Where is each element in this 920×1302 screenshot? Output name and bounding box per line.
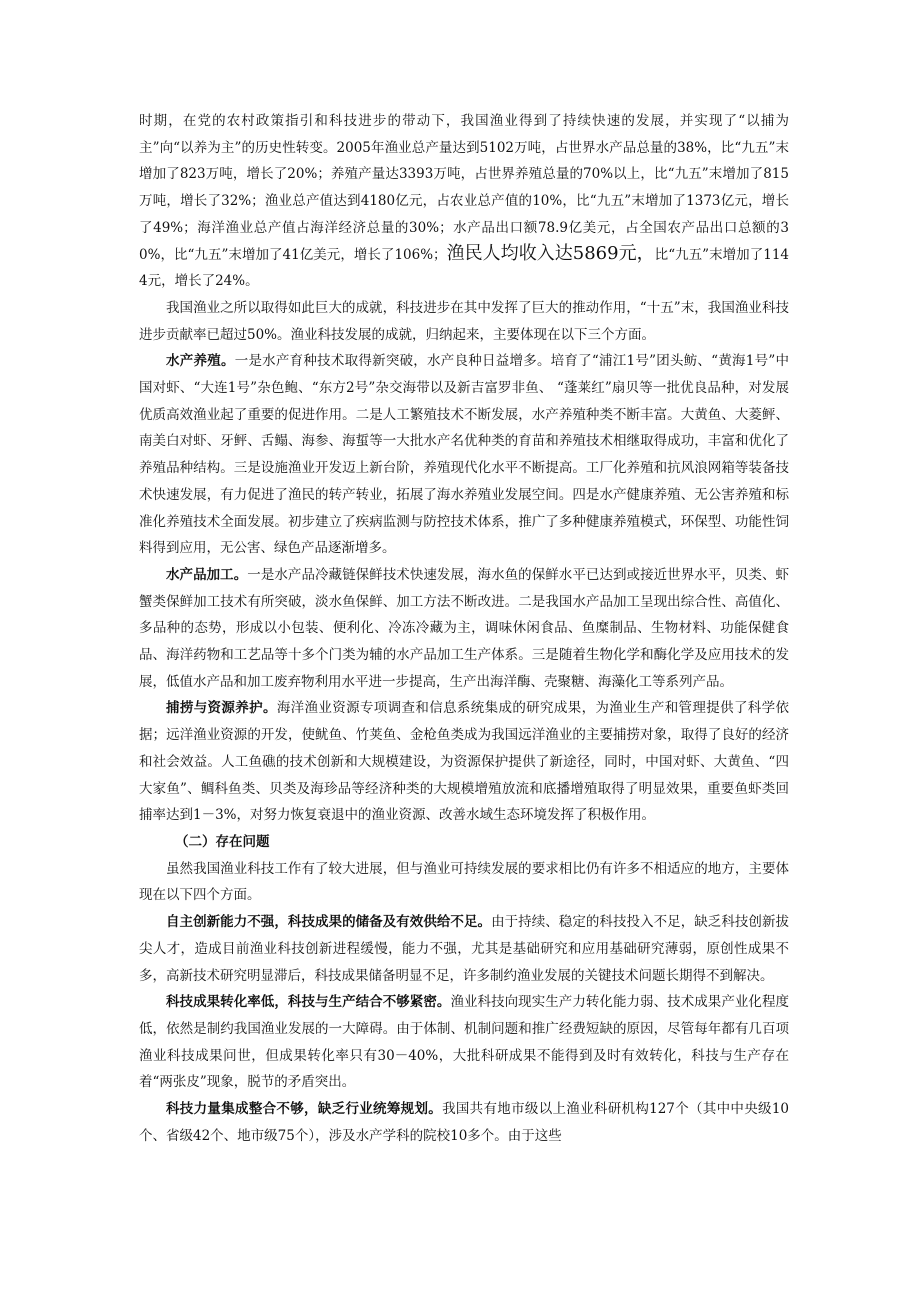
paragraph-lead-processing: 水产品加工。 — [166, 566, 248, 583]
paragraph-text: 由于持续、稳定的科技投入不足，缺乏科技创新拔尖人才，造成目前渔业科技创新进程缓慢，能力不强，尤其是基础研究和应用基础研究薄弱，原创性成果不多，高新技术研究明显滞后，科技成果储备明显不足，许多制约渔业发展的关键技术问题长期得不到解决。 — [139, 914, 790, 984]
paragraph-text: 时期，在党的农村政策指引和科技进步的带动下，我国渔业得到了持续快速的发展，并实现了“以捕为主”向“以养为主”的历史性转变。2005年渔业总产量达到5102万吨，占世界水产品总量的38%，比“九五”末增加了823万吨，增长了20%；养殖产量达3393万吨，占世界养殖总量的70%以上，比“九五”末增加了815万吨，增长了32%；渔业总产值达到4180亿元，占农业总产值的10%，比“九五”末增加了1373亿元，增长了49%；海洋渔业总产值占海洋经济总量的30%；水产品出口额78.9亿美元，占全国农产品出口总额的30%，比“九五”末增加了41亿美元，增长了106%； — [139, 113, 789, 263]
highlight-income-text: 渔民人均收入达5869元， — [446, 242, 655, 264]
paragraph-text: 虽然我国渔业科技工作有了较大进展，但与渔业可持续发展的要求相比仍有许多不相适应的地方，主要体现在以下四个方面。 — [139, 860, 789, 904]
paragraph-lead-innovation: 自主创新能力不强，科技成果的储备及有效供给不足。 — [166, 914, 492, 931]
paragraph-lead-integration: 科技力量集成整合不够，缺乏行业统筹规划。 — [166, 1101, 443, 1118]
paragraph-text: 一是水产育种技术取得新突破，水产良种日益增多。培育了“浦江1号”团头鲂、“黄海1号”中国对虾、“大连1号”杂色鲍、“东方2号”杂交海带以及新吉富罗非鱼、 “蓬莱红”扇贝等一批优良品种，对发展优质高效渔业起了重要的促进作用。二是人工繁殖技术不断发展，水产养殖种类不断丰富。大黄鱼、大菱鲆、南美白对虾、牙鲆、舌鳎、海参、海蜇等一大批水产名优种类的育苗和养殖技术相继取得成功，丰富和优化了养殖品种结构。三是设施渔业开发迈上新台阶，养殖现代化水平不断提高。工厂化养殖和抗风浪网箱等装备技术快速发展，有力促进了渔民的转产转业，拓展了海水养殖业发展空间。四是水产健康养殖、无公害养殖和标准化养殖技术全面发展。初步建立了疾病监测与防控技术体系，推广了多种健康养殖模式，环保型、功能性饲料得到应用，无公害、绿色产品逐渐增多。 — [139, 353, 789, 557]
paragraph-aquaculture — [139, 348, 789, 562]
paragraph-text: 一是水产品冷藏链保鲜技术快速发展，海水鱼的保鲜水平已达到或接近世界水平，贝类、虾蟹类保鲜加工技术有所突破，淡水鱼保鲜、加工方法不断改进。二是我国水产品加工呈现出综合性、高值化、多品种的态势，形成以小包装、便利化、冷冻冷藏为主，调味休闲食品、鱼糜制品、生物材料、功能保健食品、海洋药物和工艺品等十多个门类为辅的水产品加工生产体系。三是随着生物化学和酶化学及应用技术的发展，低值水产品和加工废弃物利用水平进一步提高，生产出海洋酶、壳聚糖、海藻化工等系列产品。 — [139, 566, 790, 690]
paragraph-text: 渔业科技向现实生产力转化能力弱、技术成果产业化程度低，依然是制约我国渔业发展的一大障碍。由于体制、机制问题和推广经费短缺的原因，尽管每年都有几百项渔业科技成果问世，但成果转化率只有30－40%，大批科研成果不能得到及时有效转化，科技与生产存在着“两张皮”现象，脱节的矛盾突出。 — [139, 994, 790, 1091]
paragraph-innovation — [139, 909, 789, 989]
paragraph-integration — [139, 1096, 789, 1149]
paragraph-problems-intro — [139, 856, 789, 909]
paragraph-lead-fishing: 捕捞与资源养护。 — [166, 700, 277, 717]
paragraph-tech-contribution — [139, 295, 789, 348]
document-body — [139, 108, 789, 1149]
paragraph-text: 我国渔业之所以取得如此巨大的成就，科技进步在其中发挥了巨大的推动作用，“十五”末，我国渔业科技进步贡献率已超过50%。渔业科技发展的成就，归纳起来，主要体现在以下三个方面。 — [139, 299, 789, 343]
paragraph-fishery-output — [139, 108, 789, 295]
paragraph-fishing-resources — [139, 695, 789, 829]
paragraph-text: 我国共有地市级以上渔业科研机构127个（其中中央级10个、省级42个、地市级75个），涉及水产学科的院校10多个。由于这些 — [139, 1101, 790, 1144]
paragraph-lead-conversion: 科技成果转化率低，科技与生产结合不够紧密。 — [166, 994, 451, 1011]
paragraph-lead-aquaculture: 水产养殖。 — [166, 353, 235, 370]
paragraph-processing — [139, 562, 789, 696]
paragraph-text: 海洋渔业资源专项调查和信息系统集成的研究成果，为渔业生产和管理提供了科学依据；远洋渔业资源的开发，使鱿鱼、竹荚鱼、金枪鱼类成为我国远洋渔业的主要捕捞对象，取得了良好的经济和社会效益。人工鱼礁的技术创新和大规模建设，为资源保护提供了新途径，同时，中国对虾、大黄鱼、“四大家鱼”、鲷科鱼类、贝类及海珍品等经济种类的大规模增殖放流和底播增殖取得了明显效果，重要鱼虾类回捕率达到1－3%，对努力恢复衰退中的渔业资源、改善水域生态环境发挥了积极作用。 — [139, 700, 790, 824]
paragraph-conversion — [139, 989, 789, 1096]
section-heading-problems: （二）存在问题 — [175, 833, 270, 850]
paragraph-text-after: 比“九五”末增加了1144元，增长了24%。 — [139, 246, 789, 290]
